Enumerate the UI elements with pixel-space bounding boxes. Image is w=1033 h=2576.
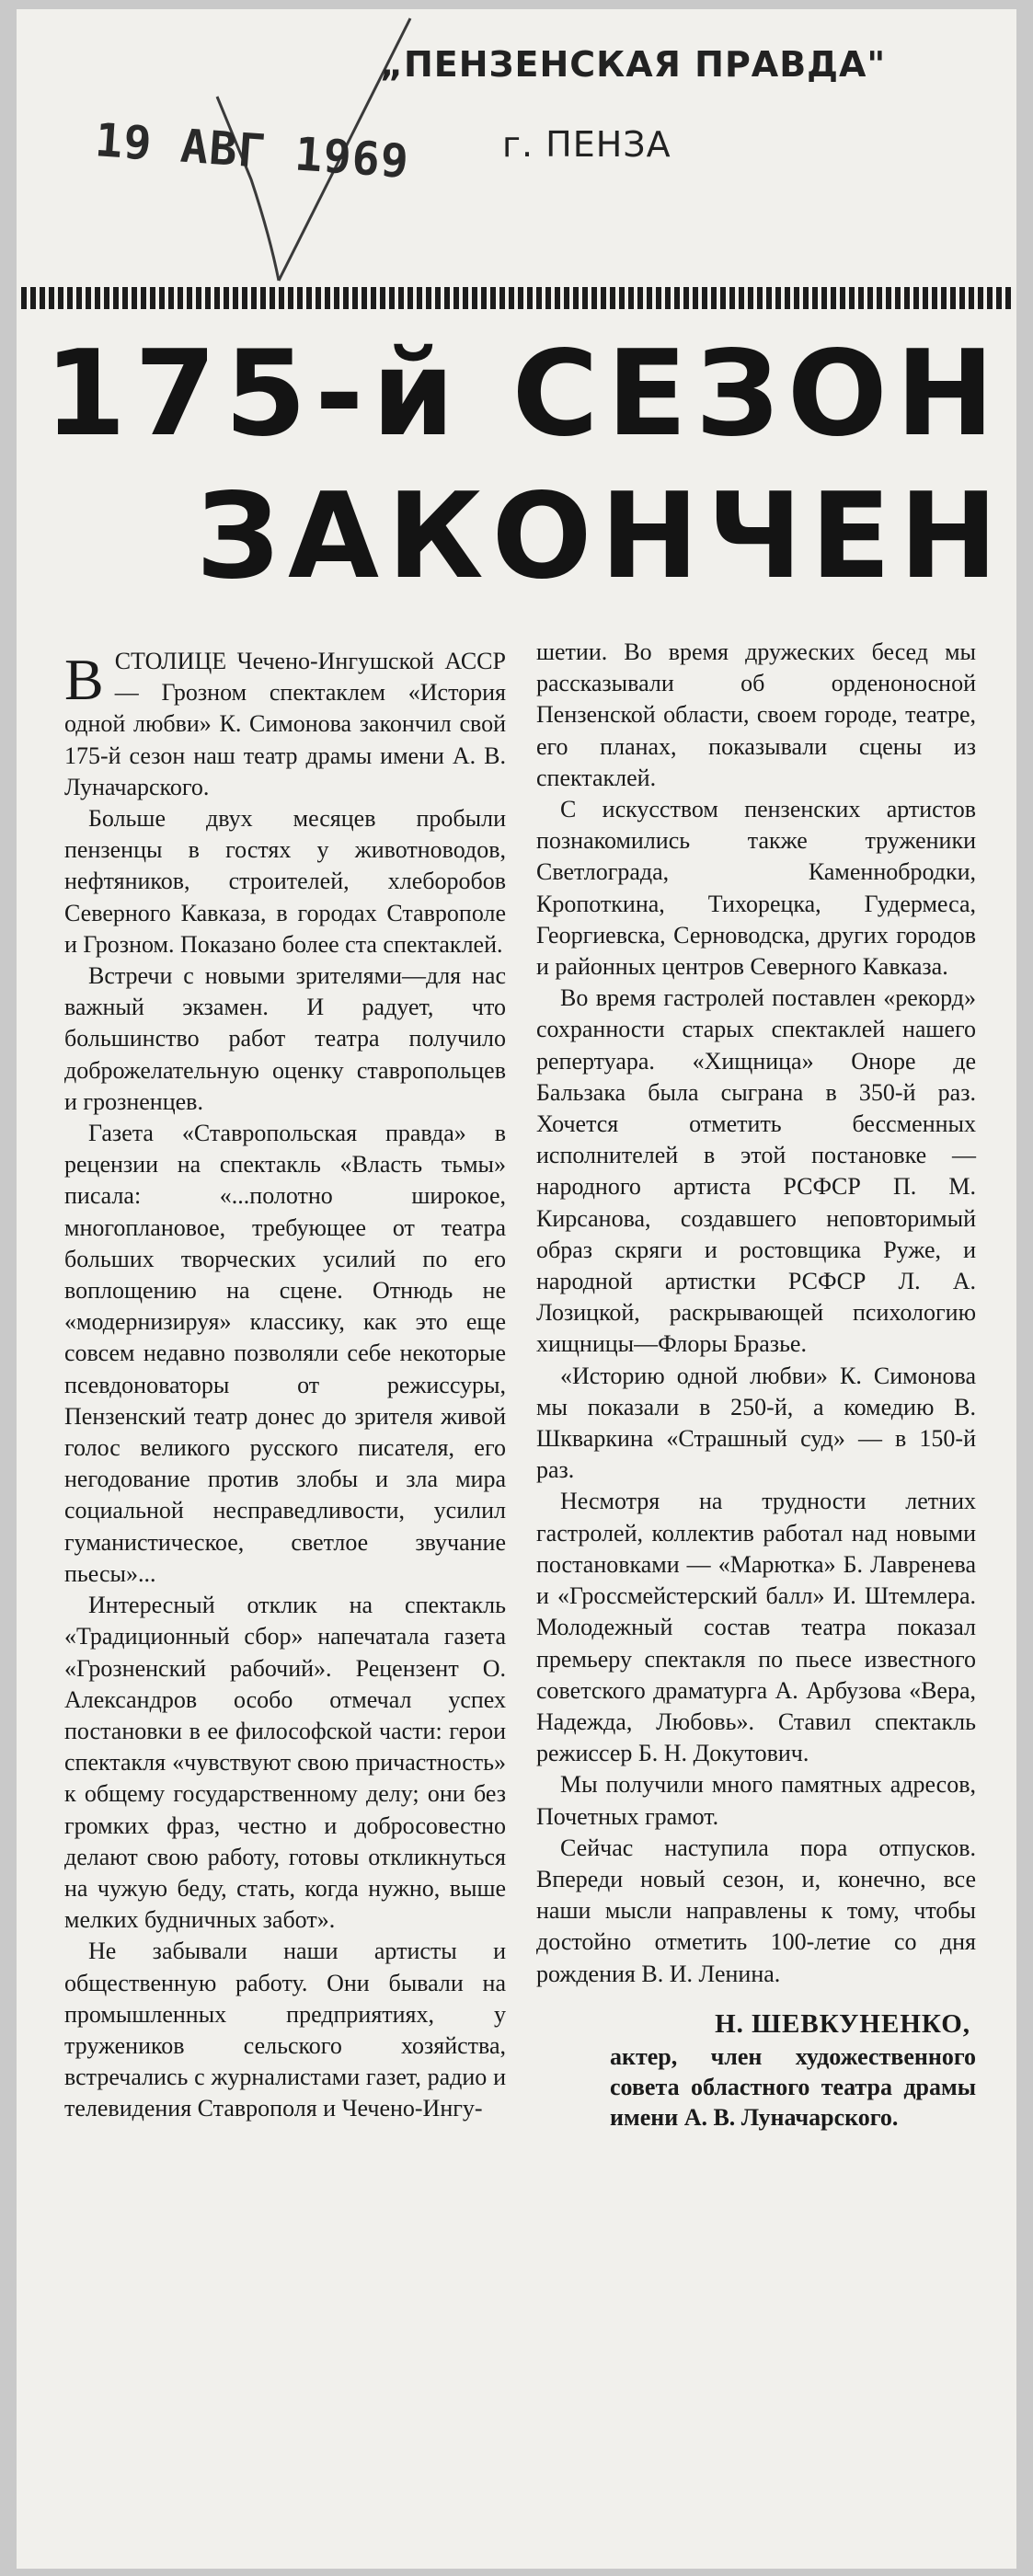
headline-line-2: ЗАКОНЧЕН [196,468,1006,605]
dropcap-letter: В [64,647,104,712]
newspaper-name-stamp: „ПЕНЗЕНСКАЯ ПРАВДА" [380,44,887,85]
headline-line-1: 175-й СЕЗОН [44,326,1003,463]
article-paragraph: Больше двух месяцев пробыли пензенцы в гостях у животноводов, нефтяников, строителей, хлеборобов Северного Кавказа, в городах Ставрополе и Грозном. Показано более ста спектаклей. [64,805,506,958]
article-paragraph: Несмотря на трудности летних гастролей, коллектив работал над новыми постановками — «Марютка» Б. Лавренева и «Гроссмейстерский балл» И. Штемлера. Молодежный состав театра показал премьеру спектакля по пьесе известного советского драматурга А. Арбузова «Вера, Надежда, Любовь». Ставил спектакль режиссер Б. Н. Докутович. [536,1488,976,1767]
clipping-header [17,9,1016,285]
article-paragraph: С искусством пензенских артистов познакомились также труженики Светлограда, Каменнобродки, Кропоткина, Тихорецка, Гудермеса, Георгиевска, Серноводска, других городов и районных центров Северного Кавказа. [536,796,976,981]
article-column-right [536,637,976,2133]
article-paragraph: Мы получили много памятных адресов, Почетных грамот. [536,1771,976,1830]
newspaper-city-stamp: г. ПЕНЗА [502,124,671,165]
article-paragraph: Газета «Ставропольская правда» в рецензии на спектакль «Власть тьмы» писала: «...полотно широкое, многоплановое, требующее от театра больших творческих усилий по его воплощению на сцене. Отнюдь не «модернизируя» классику, как это еще совсем недавно позволяли себе некоторые псевдоноваторы от режиссуры, Пензенский театр донес до зрителя живой голос великого русского писателя, его негодование против злобы и зла мира социальной несправедливости, усилил гуманистическое, светлое звучание пьесы»... [64,1120,506,1587]
article-paragraph: ВСТОЛИЦЕ Чечено-Ингушской АССР — Грозном спектаклем «История одной любви» К. Симонова закончил свой 175-й сезон наш театр драмы имени А. В. Луначарского. [64,647,506,800]
article-paragraph: Интересный отклик на спектакль «Традиционный сбор» напечатала газета «Грозненский рабочий». Рецензент О. Александров особо отмечал успех постановки в ее философской части: герои спектакля «чувствуют свою причастность» к общему государственному делу; они без громких фраз, честно и добросовестно делают свою работу, готовы откликнуться на чужую беду, стать, когда нужно, выше мелких будничных забот». [64,1592,506,1934]
article-column-left [64,646,506,2125]
author-signature [536,2007,976,2133]
article-paragraph: «Историю одной любви» К. Симонова мы показали в 250-й, а комедию В. Шкваркина «Страшный суд» — в 150-й раз. [536,1362,976,1484]
article-paragraph: Сейчас наступила пора отпусков. Впереди новый сезон, и, конечно, все наши мысли направлены к тому, чтобы достойно отметить 100-летие со дня рождения В. И. Ленина. [536,1834,976,1987]
date-stamp: 19 АВГ 1969 [93,113,411,189]
newspaper-clipping [17,9,1016,2569]
article-paragraph: Встречи с новыми зрителями—для нас важный экзамен. И радует, что большинство работ театра получило доброжелательную оценку ставропольцев и грозненцев. [64,962,506,1115]
article-paragraph: Не забывали наши артисты и общественную работу. Они бывали на промышленных предприятиях, у тружеников сельского хозяйства, встречались с журналистами газет, радио и телевидения Ставрополя и Чечено-Ингу- [64,1938,506,2122]
article-paragraph: шетии. Во время дружеских бесед мы рассказывали об орденоносной Пензенской области, своем городе, театре, его планах, показывали сцены из спектаклей. [536,638,976,791]
author-role: актер, член художественного совета областного театра драмы имени А. В. Луначарского. [610,2042,976,2131]
article-paragraph: Во время гастролей поставлен «рекорд» сохранности старых спектаклей нашего репертуара. «Хищница» Оноре де Бальзака была сыграна в 350-й раз. Хочется отметить бессменных исполнителей в этой постановке — народного артиста РСФСР П. М. Кирсанова, создавшего неповторимый образ скряги и ростовщика Руже, и народной артистки РСФСР Л. А. Лозицкой, раскрывающей психологию хищницы—Флоры Бразье. [536,984,976,1358]
author-name: Н. ШЕВКУНЕНКО, [715,2008,970,2039]
header-divider-rule [21,287,1012,309]
